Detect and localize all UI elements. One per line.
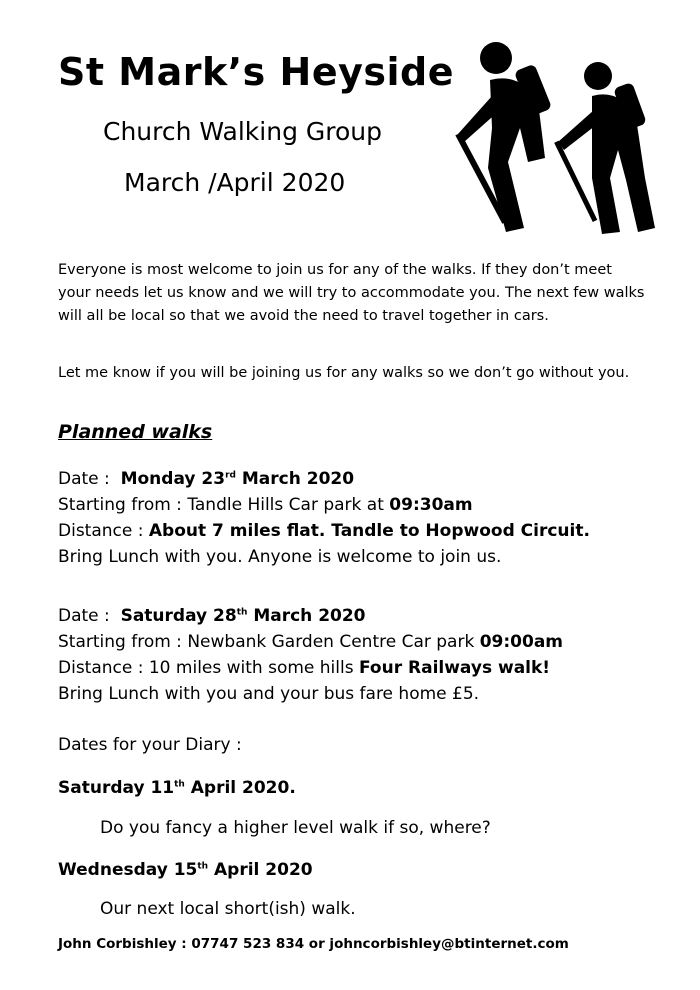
walk-entry xyxy=(58,603,563,707)
walk-date: Date : Monday 23rd March 2020 xyxy=(58,469,355,489)
walk-bring: Bring Lunch with you. Anyone is welcome to join us. xyxy=(58,547,502,567)
walk-start: Starting from : Newbank Garden Centre Car park 09:00am xyxy=(58,632,564,652)
walk-start: Starting from : Tandle Hills Car park at 09:30am xyxy=(58,495,473,515)
diary-heading: Dates for your Diary : xyxy=(58,735,242,755)
diary-event-date: Saturday 11th April 2020. xyxy=(58,778,296,798)
intro-note: Let me know if you will be joining us for any walks so we don’t go without you. xyxy=(58,365,630,381)
group-name: Church Walking Group xyxy=(103,117,382,146)
walk-distance: Distance : About 7 miles flat. Tandle to Hopwood Circuit. xyxy=(58,521,590,541)
diary-event-date: Wednesday 15th April 2020 xyxy=(58,860,313,880)
walk-date: Date : Saturday 28th March 2020 xyxy=(58,606,366,626)
planned-walks-heading: Planned walks xyxy=(58,421,213,443)
period: March /April 2020 xyxy=(124,168,346,197)
hikers-icon xyxy=(450,38,665,238)
contact-footer: John Corbishley : 07747 523 834 or johncorbishley@btinternet.com xyxy=(58,936,569,952)
page-title: St Mark’s Heyside xyxy=(58,50,454,94)
intro-paragraph: Everyone is most welcome to join us for any of the walks. If they don’t meet your needs let us know and we will try to accommodate you. The next few walks will all be local so that we avoid the need to travel together in cars. xyxy=(58,262,645,324)
walk-entry xyxy=(58,466,590,570)
walk-bring: Bring Lunch with you and your bus fare home £5. xyxy=(58,684,480,704)
diary-event-description: Do you fancy a higher level walk if so, where? xyxy=(100,818,491,838)
diary-event-description: Our next local short(ish) walk. xyxy=(100,899,356,919)
walk-distance: Distance : 10 miles with some hills Four Railways walk! xyxy=(58,658,551,678)
